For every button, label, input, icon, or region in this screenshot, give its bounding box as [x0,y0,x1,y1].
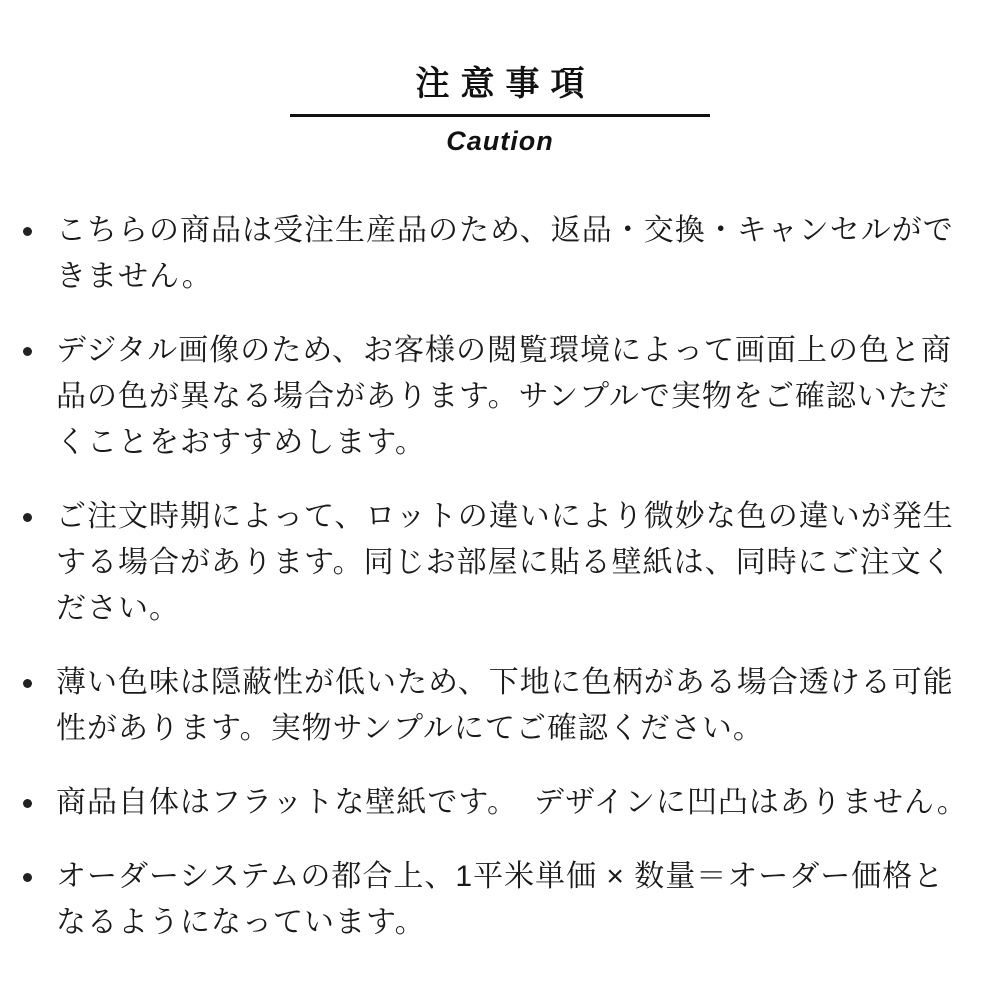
bullet-icon [20,494,56,522]
caution-list [20,208,972,946]
caution-text: ご注文時期によって、ロットの違いにより微妙な色の違いが発生する場合があります。同じお部屋に貼る壁紙は、同時にご注文ください。 [56,500,954,625]
caution-text: 薄い色味は隠蔽性が低いため、下地に色柄がある場合透ける可能性があります。実物サンプルにてご確認ください。 [56,666,954,745]
list-item [20,660,972,752]
page-header [0,66,1000,156]
bullet-icon [20,854,56,882]
bullet-icon [20,328,56,356]
list-item [20,780,972,826]
bullet-icon [20,208,56,236]
list-item [20,854,972,946]
caution-text: オーダーシステムの都合上、1平米単価 × 数量＝オーダー価格となるようになっています。 [56,860,945,939]
caution-text: デジタル画像のため、お客様の閲覧環境によって画面上の色と商品の色が異なる場合があります。サンプルで実物をご確認いただくことをおすすめします。 [56,334,952,459]
list-item [20,494,972,632]
caution-text: 商品自体はフラットな壁紙です。 デザインに凹凸はありません。 [56,786,968,819]
list-item [20,328,972,466]
page-subtitle: Caution [446,126,554,156]
bullet-icon [20,660,56,688]
bullet-icon [20,780,56,808]
page-title: 注意事項 [415,65,596,103]
caution-text: こちらの商品は受注生産品のため、返品・交換・キャンセルができません。 [56,214,954,293]
list-item [20,208,972,300]
title-divider [290,114,710,117]
